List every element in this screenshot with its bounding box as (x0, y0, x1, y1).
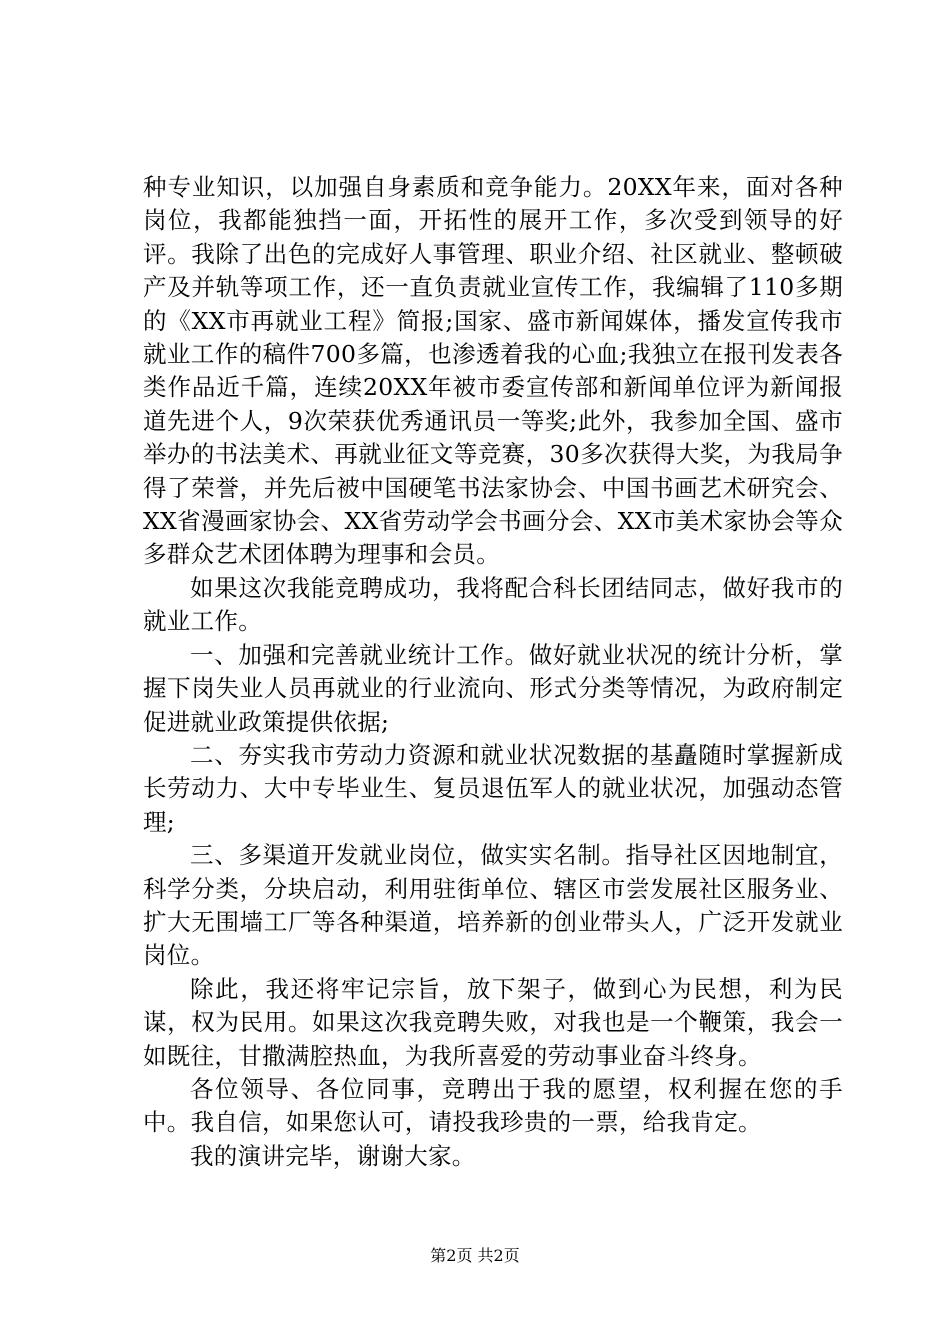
paragraph-closing: 我的演讲完毕，谢谢大家。 (190, 1141, 476, 1170)
paragraph-commitment: 如果这次我能竞聘成功，我将配合科长团结同志，做好我市的就业工作。 (143, 573, 843, 636)
page-number-label: 第2页 共2页 (430, 1246, 520, 1265)
paragraph-pledge: 除此，我还将牢记宗旨，放下架子，做到心为民想，利为民谋，权为民用。如果这次我竞聘失败，对我也是一个鞭策，我会一如既往，甘撒满腔热血，为我所喜爱的劳动事业奋斗终身。 (143, 974, 843, 1070)
paragraph-appeal: 各位领导、各位同事，竞聘出于我的愿望，权利握在您的手中。我自信，如果您认可，请投我珍贵的一票，给我肯定。 (143, 1074, 843, 1137)
paragraph-point-three: 三、多渠道开发就业岗位，做实实名制。指导社区因地制宜，科学分类，分块启动，利用驻街单位、辖区市尝发展社区服务业、扩大无围墙工厂等各种渠道，培养新的创业带头人，广泛开发就业岗位。 (143, 841, 843, 970)
paragraph-point-one: 一、加强和完善就业统计工作。做好就业状况的统计分析，掌握下岗失业人员再就业的行业流向、形式分类等情况，为政府制定促进就业政策提供依据; (143, 640, 843, 736)
paragraph-point-two: 二、夯实我市劳动力资源和就业状况数据的基矗随时掌握新成长劳动力、大中专毕业生、复员退伍军人的就业状况，加强动态管理; (143, 740, 843, 836)
page-footer (0, 1245, 950, 1267)
document-body (143, 171, 843, 1173)
paragraph-continuation: 种专业知识，以加强自身素质和竞争能力。20XX年来，面对各种岗位，我都能独挡一面，开拓性的展开工作，多次受到领导的好评。我除了出色的完成好人事管理、职业介绍、社区就业、整顿破产及并轨等项工作，还一直负责就业宣传工作，我编辑了110多期的《XX市再就业工程》简报;国家、盛市新闻媒体，播发宣传我市就业工作的稿件700多篇，也渗透着我的心血;我独立在报刊发表各类作品近千篇，连续20XX年被市委宣传部和新闻单位评为新闻报道先进个人，9次荣获优秀通讯员一等奖;此外，我参加全国、盛市举办的书法美术、再就业征文等竞赛，30多次获得大奖，为我局争得了荣誉，并先后被中国硬笔书法家协会、中国书画艺术研究会、XX省漫画家协会、XX省劳动学会书画分会、XX市美术家协会等众多群众艺术团体聘为理事和会员。 (143, 173, 843, 569)
